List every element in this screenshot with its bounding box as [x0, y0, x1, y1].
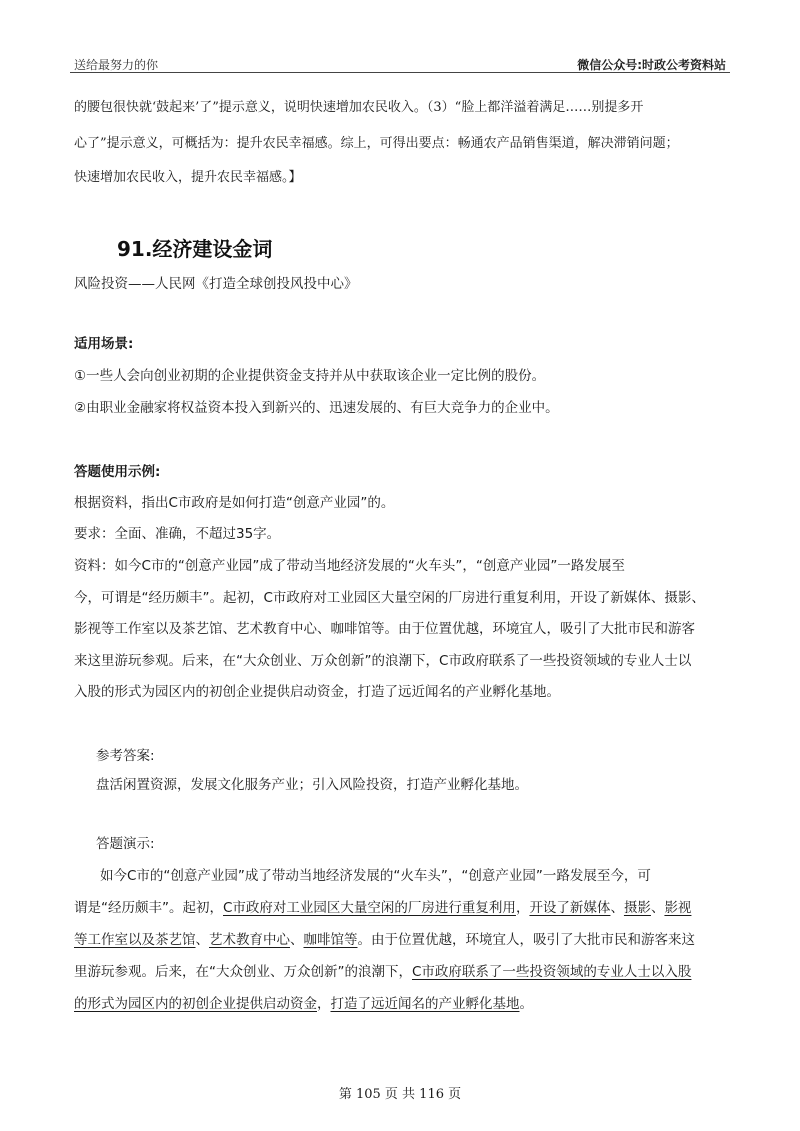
material-line: 资料：如今C市的“创意产业园”成了带动当地经济发展的“火车头”，“创意产业园”一路发展至 — [74, 558, 625, 574]
underlined-phrase: C市政府对工业园区大量空闲的厂房进行重复利用 — [223, 900, 516, 916]
example-label: 答题使用示例: — [74, 464, 161, 480]
page-number: 第 105 页 共 116 页 — [338, 1087, 462, 1102]
demo-line-2 — [74, 894, 726, 922]
demo-text: 如今C市的“创意产业园”成了带动当地经济发展的“火车头”，“创意产业园”一路发展至今，可 — [100, 868, 651, 884]
scenario-item-2: ②由职业金融家将权益资本投入到新兴的、迅速发展的、有巨大竞争力的企业中。 — [74, 400, 559, 416]
underlined-phrase: 开设了新媒体 — [529, 900, 611, 916]
underlined-phrase: 影视 — [664, 900, 692, 916]
demo-text: 。 — [519, 996, 533, 1012]
demo-text: 。由于位置优越，环境宜人，吸引了大批市民和游客来这 — [357, 932, 695, 948]
demo-text: 谓是“经历颇丰”。起初， — [74, 900, 223, 916]
demo-text: 、 — [290, 932, 304, 948]
header-left-text: 送给最努力的你 — [74, 58, 159, 72]
example-requirement: 要求：全面、准确，不超过35字。 — [74, 526, 281, 542]
underlined-phrase: 的形式为园区内的初创企业提供启动资金 — [74, 996, 317, 1012]
underlined-phrase: 等工作室以及茶艺馆 — [74, 932, 196, 948]
material-line: 入股的形式为园区内的初创企业提供启动资金，打造了远近闻名的产业孵化基地。 — [74, 684, 560, 700]
underlined-phrase: 打造了远近闻名的产业孵化基地 — [330, 996, 520, 1012]
demo-text: 、 — [195, 932, 209, 948]
answer-text: 盘活闲置资源，发展文化服务产业；引入风险投资，打造产业孵化基地。 — [96, 777, 528, 793]
demo-label: 答题演示: — [96, 836, 155, 852]
material-line: 今，可谓是“经历颇丰”。起初，C市政府对工业园区大量空闲的厂房进行重复利用，开设了新媒体、摄影、 — [74, 590, 705, 606]
section-title: 91.经济建设金词 — [117, 237, 273, 261]
demo-line-5 — [74, 990, 726, 1018]
demo-text: ， — [317, 996, 331, 1012]
material-line: 来这里游玩参观。后来，在“大众创业、万众创新”的浪潮下，C市政府联系了一些投资领域的专业人士以 — [74, 653, 692, 669]
answer-label: 参考答案: — [96, 748, 155, 764]
intro-line-3: 快速增加农民收入，提升农民幸福感。】 — [74, 170, 302, 185]
demo-text: 、 — [610, 900, 624, 916]
example-question: 根据资料，指出C市政府是如何打造“创意产业园”的。 — [74, 495, 395, 511]
scenario-item-1: ①一些人会向创业初期的企业提供资金支持并从中获取该企业一定比例的股份。 — [74, 368, 546, 384]
scenario-label: 适用场景: — [74, 336, 134, 352]
intro-line-1: 的腰包很快就‘鼓起来’了”提示意义，说明快速增加农民收入。（3）“脸上都洋溢着满足……别提多开 — [74, 100, 644, 115]
demo-text: 里游玩参观。后来，在“大众创业、万众创新”的浪潮下， — [74, 964, 412, 980]
demo-text: 、 — [650, 900, 665, 916]
material-line: 影视等工作室以及茶艺馆、艺术教育中心、咖啡馆等。由于位置优越，环境宜人，吸引了大批市民和游客 — [74, 621, 695, 637]
section-subtitle: 风险投资——人民网《打造全球创投风投中心》 — [74, 276, 358, 292]
header-right-text: 微信公众号:时政公考资料站 — [577, 58, 726, 72]
demo-line-1 — [74, 862, 726, 890]
underlined-phrase: 咖啡馆等 — [303, 932, 358, 948]
demo-line-3 — [74, 926, 726, 954]
header-divider — [70, 72, 730, 73]
underlined-phrase: 摄影 — [623, 900, 651, 916]
underlined-phrase: 艺术教育中心 — [209, 932, 290, 948]
intro-line-2: 心了”提示意义，可概括为：提升农民幸福感。综上，可得出要点：畅通农产品销售渠道，解决滞销问题； — [74, 136, 679, 151]
demo-text: ， — [515, 900, 530, 916]
demo-line-4 — [74, 958, 726, 986]
underlined-phrase: C市政府联系了一些投资领域的专业人士以入股 — [412, 964, 692, 980]
